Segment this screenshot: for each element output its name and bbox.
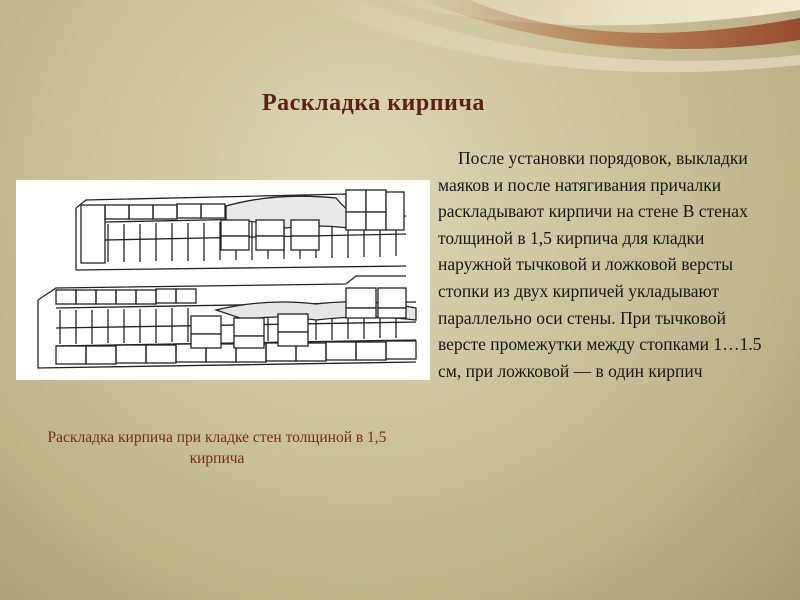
slide-title: Раскладка кирпича	[262, 90, 485, 116]
body-paragraph: После установки порядовок, выкладки маяков и после натягивания причалки раскладывают кирпичи на стене В стенах толщиной в 1,5 кирпича для кладки наружной тычковой и ложковой версты стопки из двух кирпичей укладывают параллельно оси стены. При тычковой версте промежутки между стопками 1…1.5 см, при ложковой — в один кирпич	[438, 148, 762, 381]
brick-layout-figure	[16, 180, 430, 380]
brick-layout-illustration	[16, 180, 430, 380]
figure-caption: Раскладка кирпича при кладке стен толщиной в 1,5 кирпича	[47, 429, 387, 467]
